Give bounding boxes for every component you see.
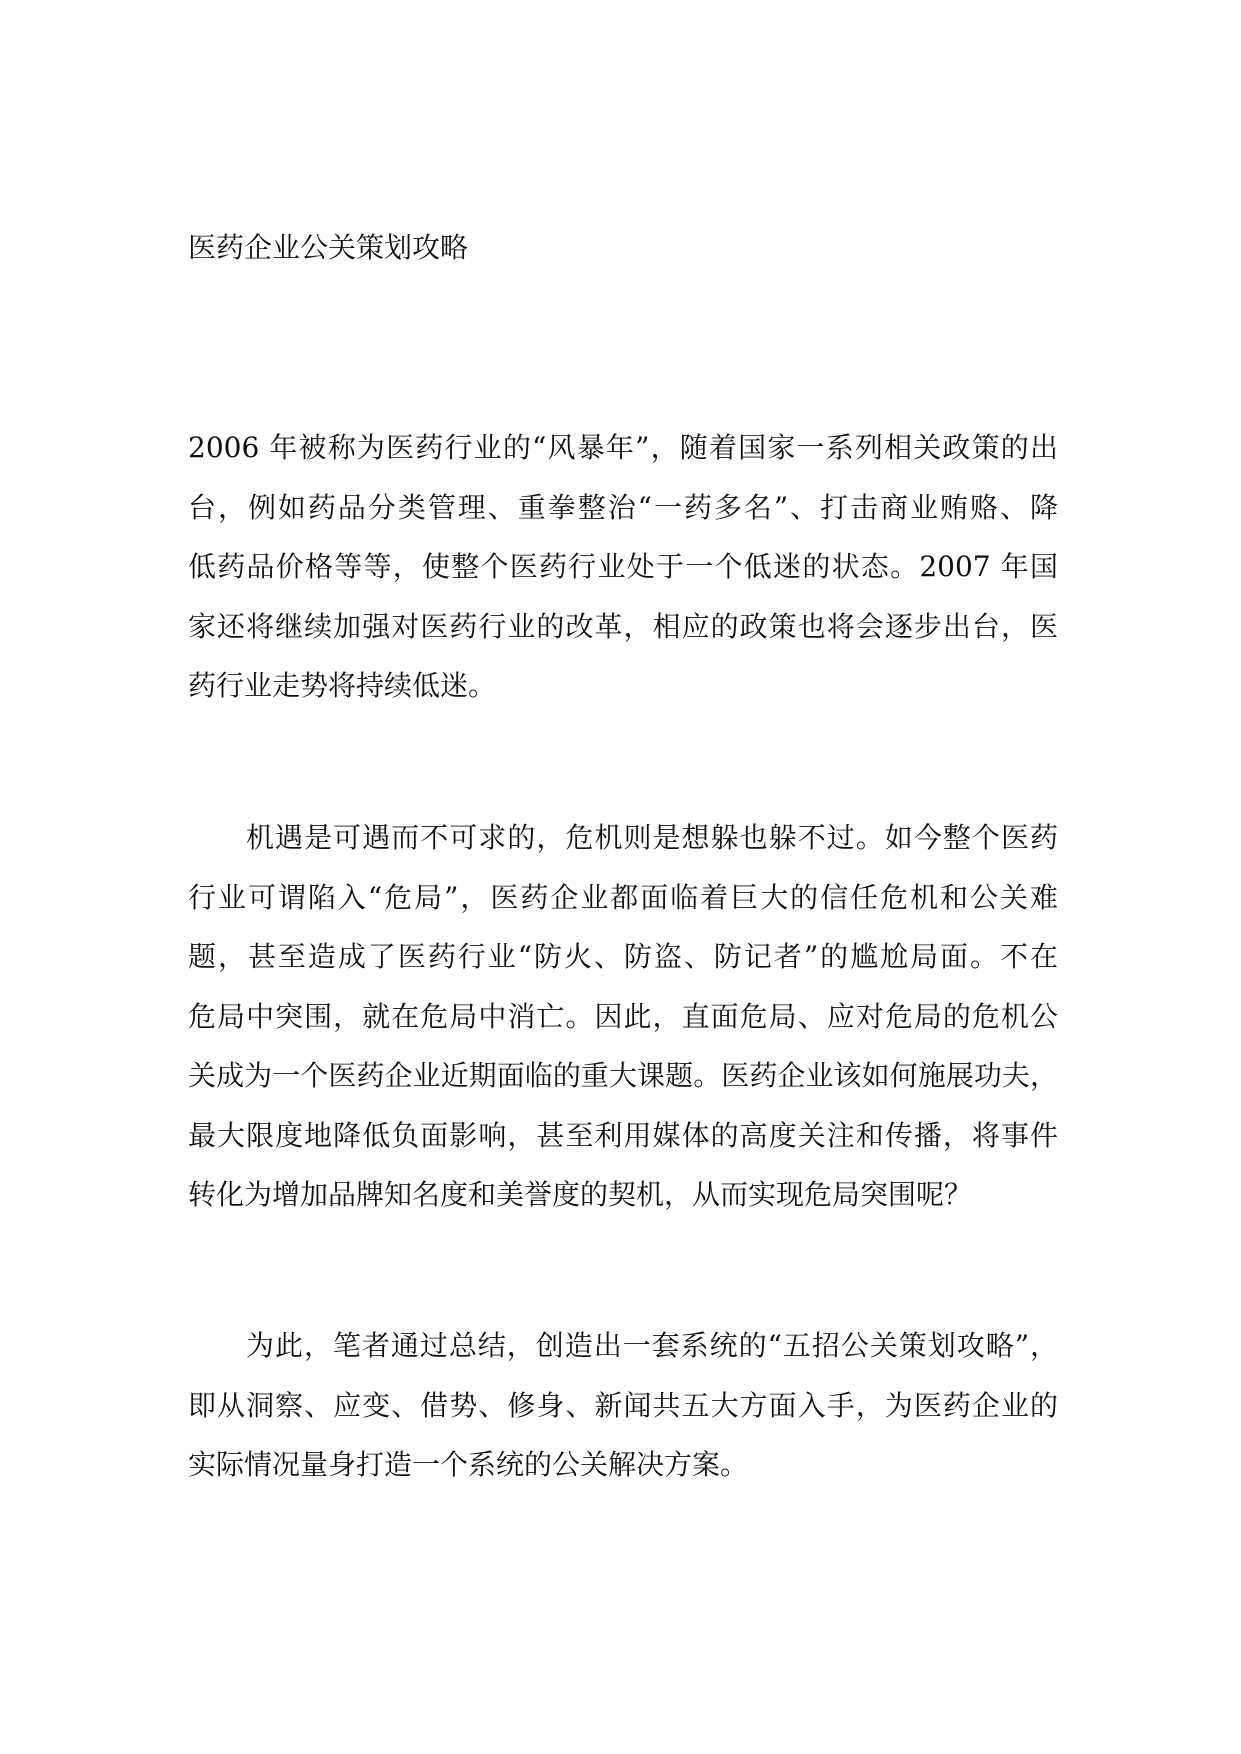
paragraph-line: 转化为增加品牌知名度和美誉度的契机，从而实现危局突围呢？ [188, 1178, 973, 1211]
paragraph-line: 关成为一个医药企业近期面临的重大课题。医药企业该如何施展功夫， [188, 1059, 1058, 1092]
paragraph-intro [188, 418, 1058, 716]
paragraph-line: 低药品价格等等，使整个医药行业处于一个低迷的状态。2007 年国 [188, 550, 1058, 583]
document-title: 医药企业公关策划攻略 [188, 231, 469, 264]
paragraph-line: 为此，笔者通过总结，创造出一套系统的“五招公关策划攻略”， [246, 1329, 1058, 1362]
paragraph-line: 实际情况量身打造一个系统的公关解决方案。 [188, 1448, 749, 1481]
paragraph-strategy [188, 1316, 1058, 1495]
paragraph-line: 行业可谓陷入“危局”，医药企业都面临着巨大的信任危机和公关难 [188, 880, 1058, 914]
paragraph-line: 机遇是可遇而不可求的，危机则是想躲也躲不过。如今整个医药 [246, 821, 1058, 854]
paragraph-line: 台，例如药品分类管理、重拳整治“一药多名”、打击商业贿赂、降 [188, 490, 1058, 524]
paragraph-line: 危局中突围，就在危局中消亡。因此，直面危局、应对危局的危机公 [188, 999, 1058, 1033]
paragraph-line: 即从洞察、应变、借势、修身、新闻共五大方面入手，为医药企业的 [188, 1388, 1058, 1422]
paragraph-line: 最大限度地降低负面影响，甚至利用媒体的高度关注和传播，将事件 [188, 1118, 1058, 1152]
paragraph-line: 题，甚至造成了医药行业“防火、防盗、防记者”的尴尬局面。不在 [188, 940, 1058, 973]
paragraph-line: 家还将继续加强对医药行业的改革，相应的政策也将会逐步出台，医 [188, 609, 1058, 643]
paragraph-line: 药行业走势将持续低迷。 [188, 669, 497, 702]
paragraph-line: 2006 年被称为医药行业的“风暴年”，随着国家一系列相关政策的出 [188, 431, 1058, 464]
paragraph-crisis [188, 808, 1058, 1225]
